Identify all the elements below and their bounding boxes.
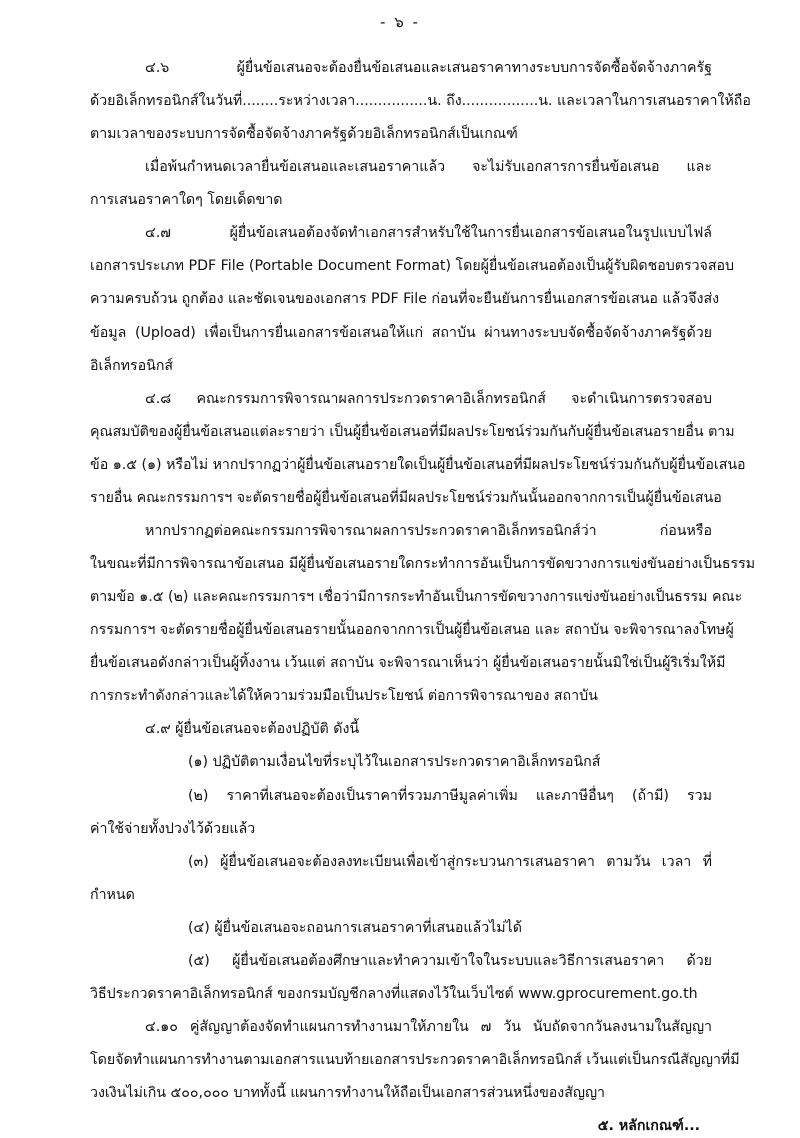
paragraph-line: (๕) ผู้ยื่นข้อเสนอต้องศึกษาและทำความเข้าใจในระบบและวิธีการเสนอราคา ด้วย xyxy=(188,953,712,969)
paragraph-line: อิเล็กทรอนิกส์ xyxy=(90,358,174,374)
paragraph-line: (๓) ผู้ยื่นข้อเสนอจะต้องลงทะเบียนเพื่อเข้าสู่กระบวนการเสนอราคา ตามวัน เวลา ที่ xyxy=(188,854,712,870)
paragraph-line: กำหนด xyxy=(90,887,135,903)
paragraph-line: ข้อมูล (Upload) เพื่อเป็นการยื่นเอกสารข้อเสนอให้แก่ สถาบัน ผ่านทางระบบจัดซื้อจัดจ้างภาครัฐด้วย xyxy=(90,325,712,341)
paragraph-line: ๔.๑๐ คู่สัญญาต้องจัดทำแผนการทำงานมาให้ภายใน ๗ วัน นับถัดจากวันลงนามในสัญญา xyxy=(145,1019,712,1035)
page-number: - ๖ - xyxy=(380,13,420,31)
paragraph-line: กรรมการฯ จะตัดรายชื่อผู้ยื่นข้อเสนอรายนั้นออกจากการเป็นผู้ยื่นข้อเสนอ และ สถาบัน จะพิจารณาลงโทษผู้ xyxy=(90,622,734,638)
paragraph-line: การเสนอราคาใดๆ โดยเด็ดขาด xyxy=(90,192,283,208)
paragraph-line: วงเงินไม่เกิน ๕๐๐,๐๐๐ บาททั้งนี้ แผนการทำงานให้ถือเป็นเอกสารส่วนหนึ่งของสัญญา xyxy=(90,1085,606,1101)
paragraph-line: การกระทำดังกล่าวและได้ให้ความร่วมมือเป็นประโยชน์ ต่อการพิจารณาของ สถาบัน xyxy=(90,688,598,704)
continuation-marker: ๕. หลักเกณฑ์... xyxy=(597,1118,700,1134)
paragraph-line: โดยจัดทำแผนการทำงานตามเอกสารแนบท้ายเอกสารประกวดราคาอิเล็กทรอนิกส์ เว้นแต่เป็นกรณีสัญญาที่มี xyxy=(90,1052,740,1068)
paragraph-line: (๑) ปฏิบัติตามเงื่อนไขที่ระบุไว้ในเอกสารประกวดราคาอิเล็กทรอนิกส์ xyxy=(188,754,601,770)
paragraph-line: รายอื่น คณะกรรมการฯ จะตัดรายชื่อผู้ยื่นข้อเสนอที่มีผลประโยชน์ร่วมกันนั้นออกจากการเป็นผู้ยื่นข้อเสนอ xyxy=(90,490,722,506)
paragraph-line: ๔.๗ ผู้ยื่นข้อเสนอต้องจัดทำเอกสารสำหรับใช้ในการยื่นเอกสารข้อเสนอในรูปแบบไฟล์ xyxy=(145,225,712,241)
paragraph-line: ความครบถ้วน ถูกต้อง และชัดเจนของเอกสาร PDF File ก่อนที่จะยืนยันการยื่นเอกสารข้อเสนอ แล้วจึงส่ง xyxy=(90,291,720,307)
paragraph-line: (๔) ผู้ยื่นข้อเสนอจะถอนการเสนอราคาที่เสนอแล้วไม่ได้ xyxy=(188,920,523,936)
paragraph-line: หากปรากฏต่อคณะกรรมการพิจารณาผลการประกวดราคาอิเล็กทรอนิกส์ว่า ก่อนหรือ xyxy=(145,523,712,539)
paragraph-line: ด้วยอิเล็กทรอนิกส์ในวันที่........ระหว่างเวลา................น. ถึง.................น. และเวลาในการเสนอราคาให้ถือ xyxy=(90,93,751,109)
paragraph-line: ข้อ ๑.๕ (๑) หรือไม่ หากปรากฏว่าผู้ยื่นข้อเสนอรายใดเป็นผู้ยื่นข้อเสนอที่มีผลประโยชน์ร่วมกันกับผู้ยื่นข้อเสนอ xyxy=(90,457,746,473)
paragraph-line: ๔.๙ ผู้ยื่นข้อเสนอจะต้องปฏิบัติ ดังนี้ xyxy=(145,721,360,737)
paragraph-line: วิธีประกวดราคาอิเล็กทรอนิกส์ ของกรมบัญชีกลางที่แสดงไว้ในเว็บไซต์ www.gprocurement.go.th xyxy=(90,986,698,1002)
paragraph-line: ค่าใช้จ่ายทั้งปวงไว้ด้วยแล้ว xyxy=(90,821,256,837)
paragraph-line: (๒) ราคาที่เสนอจะต้องเป็นราคาที่รวมภาษีมูลค่าเพิ่ม และภาษีอื่นๆ (ถ้ามี) รวม xyxy=(188,788,712,804)
paragraph-line: เมื่อพ้นกำหนดเวลายื่นข้อเสนอและเสนอราคาแล้ว จะไม่รับเอกสารการยื่นข้อเสนอ และ xyxy=(145,159,712,175)
paragraph-line: ในขณะที่มีการพิจารณาข้อเสนอ มีผู้ยื่นข้อเสนอรายใดกระทำการอันเป็นการขัดขวางการแข่งขันอย่างเป็นธรรม xyxy=(90,556,756,572)
paragraph-line: เอกสารประเภท PDF File (Portable Document Format) โดยผู้ยื่นข้อเสนอต้องเป็นผู้รับผิดชอบตรวจสอบ xyxy=(90,258,735,274)
paragraph-line: คุณสมบัติของผู้ยื่นข้อเสนอแต่ละรายว่า เป็นผู้ยื่นข้อเสนอที่มีผลประโยชน์ร่วมกันกับผู้ยื่นข้อเสนอรายอื่น ตาม xyxy=(90,424,735,440)
paragraph-line: ตามเวลาของระบบการจัดซื้อจัดจ้างภาครัฐด้วยอิเล็กทรอนิกส์เป็นเกณฑ์ xyxy=(90,126,518,142)
paragraph-line: ยื่นข้อเสนอดังกล่าวเป็นผู้ทิ้งงาน เว้นแต่ สถาบัน จะพิจารณาเห็นว่า ผู้ยื่นข้อเสนอรายนั้นมิใช่เป็นผู้ริเริ่มให้มี xyxy=(90,655,726,671)
paragraph-line: ตามข้อ ๑.๕ (๒) และคณะกรรมการฯ เชื่อว่ามีการกระทำอันเป็นการขัดขวางการแข่งขันอย่างเป็นธรรม คณะ xyxy=(90,589,743,605)
paragraph-line: ๔.๖ ผู้ยื่นข้อเสนอจะต้องยื่นข้อเสนอและเสนอราคาทางระบบการจัดซื้อจัดจ้างภาครัฐ xyxy=(145,60,712,76)
paragraph-line: ๔.๘ คณะกรรมการพิจารณาผลการประกวดราคาอิเล็กทรอนิกส์ จะดำเนินการตรวจสอบ xyxy=(145,391,712,407)
